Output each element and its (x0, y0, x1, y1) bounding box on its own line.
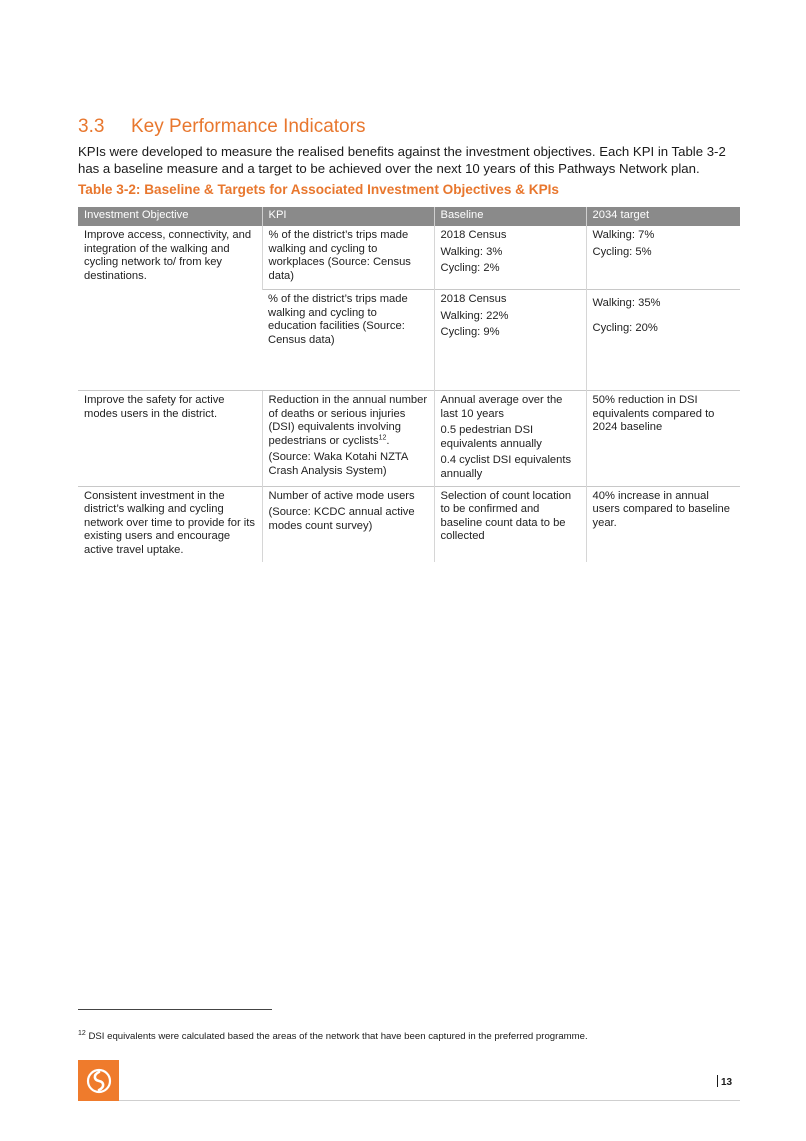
target-line: Walking: 7% (592, 229, 655, 241)
header-baseline: Baseline (434, 207, 586, 226)
kpi-cell (262, 290, 434, 391)
intro-paragraph: KPIs were developed to measure the realised benefits against the investment objectives. Each KPI in Table 3-2 has a baseline measure and a target to be achieved over the next 10 years of this Pathways Network plan. (78, 144, 726, 176)
target-line: Cycling: 5% (592, 245, 652, 258)
organization-logo (78, 1060, 119, 1101)
baseline-cell (434, 226, 586, 290)
target-cell (586, 290, 740, 391)
target-line: Walking: 35% (592, 297, 661, 309)
footnote-divider (78, 1009, 272, 1010)
kpi-source: (Source: KCDC annual active modes count survey) (268, 506, 415, 532)
kpi-cell (262, 486, 434, 561)
page-number-text: 13 (721, 1077, 733, 1088)
footer-divider (119, 1100, 740, 1101)
page-number-bar (717, 1075, 718, 1087)
objective-text: Improve access, connectivity, and integration of the walking and cycling network to/ from key destinations. (84, 229, 252, 282)
table-row (78, 391, 740, 487)
header-kpi: KPI (262, 207, 434, 226)
baseline-line: 0.4 cyclist DSI equivalents annually (440, 454, 572, 480)
baseline-line: Cycling: 9% (440, 326, 500, 339)
baseline-line: Annual average over the last 10 years (440, 394, 563, 420)
target-line: 40% increase in annual users compared to baseline year. (592, 489, 730, 529)
header-target: 2034 target (586, 207, 740, 226)
kpi-cell (262, 226, 434, 290)
target-cell (586, 391, 740, 487)
kpi-text: % of the district’s trips made walking and cycling to workplaces (Source: Census data) (268, 229, 411, 282)
baseline-cell (434, 290, 586, 391)
section-title: Key Performance Indicators (131, 116, 366, 137)
page-number (717, 1075, 732, 1088)
baseline-line: 2018 Census (440, 229, 507, 241)
target-line: 50% reduction in DSI equivalents compared to 2024 baseline (592, 394, 715, 434)
objective-text: Improve the safety for active modes users in the district. (84, 394, 225, 420)
target-cell (586, 226, 740, 290)
baseline-line: Walking: 3% (440, 245, 503, 258)
objective-cell (78, 486, 262, 561)
section-heading (78, 116, 365, 138)
baseline-line: Cycling: 2% (440, 262, 500, 275)
kpi-text: Number of active mode users (268, 489, 415, 502)
objective-text: Consistent investment in the district’s walking and cycling network over time to provide for its existing users and encourage active travel uptake. (84, 489, 255, 556)
baseline-line: Selection of count location to be confirmed and baseline count data to be collected (440, 489, 572, 543)
target-cell (586, 486, 740, 561)
kpi-table (78, 207, 740, 562)
baseline-line: Walking: 22% (440, 309, 509, 322)
section-number: 3.3 (78, 116, 105, 137)
footnote (78, 1031, 588, 1042)
baseline-line: 0.5 pedestrian DSI equivalents annually (440, 424, 542, 450)
footnote-number: 12 (78, 1029, 86, 1037)
kpi-source: (Source: Waka Kotahi NZTA Crash Analysis System) (268, 451, 408, 477)
objective-cell (78, 391, 262, 487)
table-header-row (78, 207, 740, 226)
table-caption: Table 3-2: Baseline & Targets for Associated Investment Objectives & KPIs (78, 182, 559, 197)
table-row (78, 486, 740, 561)
table-row (78, 226, 740, 290)
header-investment-objective: Investment Objective (78, 207, 262, 226)
objective-cell (78, 226, 262, 391)
baseline-cell (434, 391, 586, 487)
baseline-cell (434, 486, 586, 561)
kpi-cell: Reduction in the annual number of deaths or serious injuries (DSI) equivalents involving pedestrians or cyclists$^{12}$. (Source: Waka Kotahi NZTA Crash Analysis System) (262, 391, 434, 487)
baseline-line: 2018 Census (440, 293, 507, 305)
footnote-reference: 12 (378, 434, 387, 442)
target-line: Cycling: 20% (592, 321, 658, 334)
kpi-text: Reduction in the annual number of deaths or serious injuries (DSI) equivalents involving pedestrians or cyclists (268, 394, 428, 447)
kpi-text: % of the district’s trips made walking and cycling to education facilities (Source: Census data) (268, 293, 408, 346)
footnote-text: DSI equivalents were calculated based the areas of the network that have been captured in the preferred programme. (88, 1031, 588, 1042)
logo-swirl-icon (86, 1068, 112, 1094)
